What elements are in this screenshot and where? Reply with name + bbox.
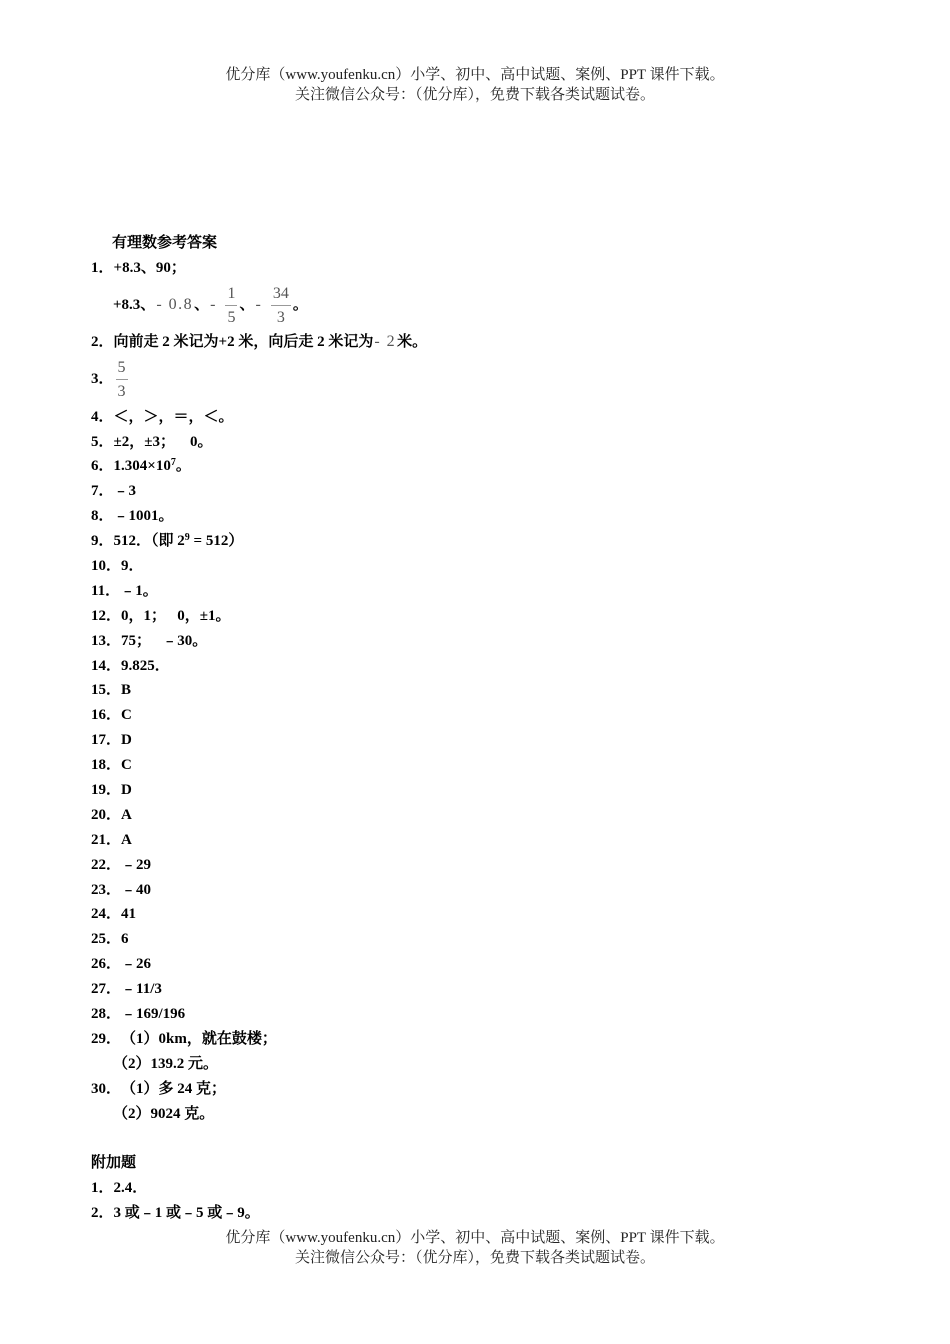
answer-19 [91, 778, 871, 803]
answer-4 [91, 405, 871, 430]
answer-text: 41 [121, 906, 137, 923]
answer-29 [91, 1027, 871, 1052]
answer-number: 22． [91, 856, 122, 873]
answer-text: B [121, 682, 132, 699]
answer-2 [91, 330, 871, 355]
fraction [271, 283, 291, 328]
answer-number: 16． [91, 707, 122, 724]
answer-23 [91, 878, 871, 903]
answer-text: 向前走 2 米记为+2 米，向后走 2 米记为 [113, 334, 374, 351]
answer-7 [91, 479, 871, 504]
answer-text: 米。 [397, 334, 428, 351]
answer-text: 9． [121, 558, 144, 575]
answer-21 [91, 828, 871, 853]
answer-number: 2． [91, 1205, 114, 1222]
answer-text: 75； ﹣30。 [121, 632, 208, 649]
math-expression: - [210, 296, 223, 314]
answer-text: 。 [175, 458, 191, 475]
answer-list [91, 256, 871, 1127]
answer-text: ﹣3 [113, 483, 137, 500]
answer-number: 3． [91, 371, 114, 388]
answer-16 [91, 703, 871, 728]
answer-number: 4． [91, 408, 114, 425]
answer-number: 30． [91, 1080, 122, 1097]
document-title: 有理数参考答案 [112, 235, 218, 251]
answer-29-continued [91, 1052, 871, 1077]
answer-number: 19． [91, 782, 122, 799]
fraction-denominator: 5 [227, 309, 236, 327]
answer-number: 11． [91, 582, 121, 599]
answer-number: 26． [91, 956, 122, 973]
fraction-numerator: 34 [271, 283, 291, 306]
answer-1 [91, 256, 871, 281]
answer-number: 21． [91, 831, 122, 848]
extra-answer-list [91, 1176, 871, 1226]
answer-text: （1）0km，就在鼓楼； [121, 1030, 277, 1047]
answer-8 [91, 504, 871, 529]
answer-30 [91, 1077, 871, 1102]
answer-number: 13． [91, 632, 122, 649]
answer-text: 0，1； 0，±1。 [121, 607, 231, 624]
answer-30-continued [91, 1102, 871, 1127]
answer-15 [91, 678, 871, 703]
answer-11 [91, 579, 871, 604]
answer-number: 28． [91, 1006, 122, 1023]
answer-number: 14． [91, 657, 122, 674]
answer-26 [91, 952, 871, 977]
answer-number: 1． [91, 1180, 114, 1197]
answer-number: 20． [91, 806, 122, 823]
answer-number: 27． [91, 981, 122, 998]
answer-1-continued [91, 281, 871, 331]
answer-number: 25． [91, 931, 122, 948]
answer-18 [91, 753, 871, 778]
answer-3 [91, 355, 871, 405]
answer-number: 29． [91, 1030, 122, 1047]
answer-text: +8.3、90； [113, 259, 186, 276]
answer-number: 5． [91, 433, 114, 450]
answer-24 [91, 902, 871, 927]
answer-text: （2）139.2 元。 [113, 1055, 219, 1072]
fraction-numerator: 1 [225, 283, 237, 306]
answer-text: = 512） [189, 533, 244, 550]
fraction-denominator: 3 [276, 309, 285, 327]
answer-text: C [121, 707, 132, 724]
answer-text: 。 [292, 297, 308, 314]
page-footer [0, 1228, 950, 1268]
answer-25 [91, 927, 871, 952]
answer-text: D [121, 732, 132, 749]
answer-text: ﹣29 [121, 856, 152, 873]
answer-number: 2． [91, 334, 114, 351]
extra-section-heading: 附加题 [91, 1155, 137, 1172]
answer-text: 、 [239, 297, 255, 314]
answer-text: 2.4． [113, 1180, 148, 1197]
exponent: 7 [170, 457, 176, 469]
answer-6 [91, 454, 871, 479]
header-line-2: 关注微信公众号：（优分库），免费下载各类试题试卷。 [294, 87, 655, 103]
answer-text: A [121, 806, 132, 823]
math-expression: - [255, 296, 268, 314]
answer-number: 24． [91, 906, 122, 923]
answer-text: 9.825． [121, 657, 170, 674]
answer-20 [91, 803, 871, 828]
answer-text: ﹣1。 [120, 582, 158, 599]
answer-number: 1． [91, 259, 114, 276]
answer-text: ﹣26 [121, 956, 152, 973]
answer-14 [91, 654, 871, 679]
fraction-numerator: 5 [116, 357, 128, 380]
answer-9 [91, 529, 871, 554]
answer-number: 17． [91, 732, 122, 749]
answer-13 [91, 629, 871, 654]
answer-text: 6 [121, 931, 129, 948]
answer-text: ﹣169/196 [121, 1006, 186, 1023]
answer-22 [91, 853, 871, 878]
fraction [225, 283, 237, 328]
extra-answer-1 [91, 1176, 871, 1201]
answer-text: ＜，＞，＝，＜。 [113, 408, 234, 425]
answer-text: 3 或﹣1 或﹣5 或﹣9。 [113, 1205, 260, 1222]
answer-12 [91, 604, 871, 629]
page-header [0, 65, 950, 105]
answer-text: （1）多 24 克； [121, 1080, 227, 1097]
answer-10 [91, 554, 871, 579]
answer-text: A [121, 831, 132, 848]
answer-text: +8.3、 [113, 297, 156, 314]
fraction-denominator: 3 [117, 383, 126, 401]
answer-number: 18． [91, 757, 122, 774]
answer-number: 6． [91, 458, 114, 475]
footer-line-2: 关注微信公众号：（优分库），免费下载各类试题试卷。 [294, 1250, 655, 1266]
answer-text: ﹣40 [121, 881, 152, 898]
answer-17 [91, 728, 871, 753]
answer-number: 7． [91, 483, 114, 500]
answer-27 [91, 977, 871, 1002]
section-gap [91, 1127, 871, 1152]
fraction [116, 357, 128, 402]
answer-number: 9． [91, 533, 114, 550]
header-line-1: 优分库（www.youfenku.cn）小学、初中、高中试题、案例、PPT 课件下载。 [225, 67, 725, 83]
math-expression: - 0.8 [156, 296, 194, 314]
answer-number: 15． [91, 682, 122, 699]
answer-text: （2）9024 克。 [113, 1105, 215, 1122]
answer-number: 8． [91, 508, 114, 525]
answer-number: 12． [91, 607, 122, 624]
answer-text: ﹣1001。 [113, 508, 174, 525]
answer-text: 1.304×10 [113, 458, 171, 475]
answer-text: ﹣11/3 [121, 981, 162, 998]
answer-text: D [121, 782, 132, 799]
math-expression: - 2 [374, 333, 397, 351]
answer-sheet [91, 231, 871, 1226]
exponent: 9 [184, 532, 190, 544]
answer-text: C [121, 757, 132, 774]
answer-text: ±2，±3； 0。 [113, 433, 213, 450]
answer-5 [91, 430, 871, 455]
answer-number: 10． [91, 558, 122, 575]
answer-text: 512．（即 2 [113, 533, 185, 550]
answer-number: 23． [91, 881, 122, 898]
answer-28 [91, 1002, 871, 1027]
answer-text: 、 [194, 297, 210, 314]
extra-answer-2 [91, 1201, 871, 1226]
footer-line-1: 优分库（www.youfenku.cn）小学、初中、高中试题、案例、PPT 课件下载。 [225, 1230, 725, 1246]
